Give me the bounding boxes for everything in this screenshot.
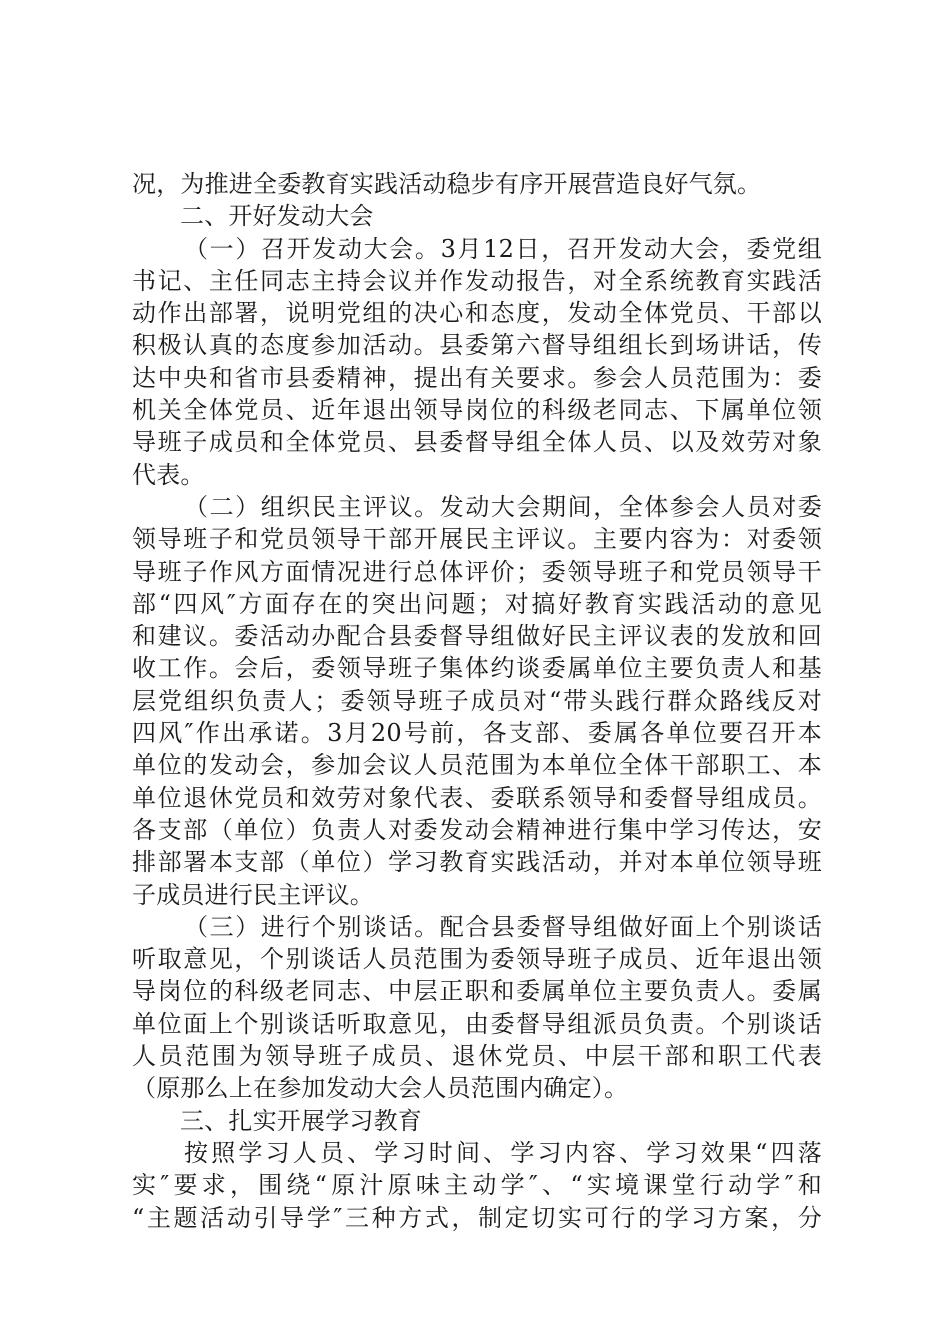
- section-heading: 二、开好发动大会: [180, 202, 374, 231]
- paragraph-start: 按照学习人员、学习时间、学习内容、学习效果“四落: [184, 1138, 822, 1167]
- text-line: 四风″作出承诺。3月20号前，各支部、委属各单位要召开本: [132, 719, 822, 748]
- paragraph-start: （二）组织民主评议。发动大会期间，全体参会人员对委: [184, 492, 822, 521]
- text-line: 实″要求，围绕“原汁原味主动学″、“实境课堂行动学″和: [132, 1171, 822, 1200]
- text-line: 领导班子和党员领导干部开展民主评议。主要内容为：对委领: [132, 525, 822, 554]
- document-page: [132, 168, 822, 1234]
- text-line: 听取意见，个别谈话人员范围为委领导班子成员、近年退出领: [132, 945, 822, 974]
- text-line: 机关全体党员、近年退出领导岗位的科级老同志、下属单位领: [132, 396, 822, 425]
- text-line: 积极认真的态度参加活动。县委第六督导组组长到场讲话，传: [132, 331, 822, 360]
- text-line: 书记、主任同志主持会议并作发动报告，对全系统教育实践活: [132, 266, 822, 295]
- text-line: 导班子成员和全体党员、县委督导组全体人员、以及效劳对象: [132, 428, 822, 457]
- text-line: 单位的发动会，参加会议人员范围为本单位全体干部职工、本: [132, 751, 822, 780]
- text-line: 导班子作风方面情况进行总体评价；委领导班子和党员领导干: [132, 557, 822, 586]
- text-line: 达中央和省市县委精神，提出有关要求。参会人员范围为：委: [132, 363, 822, 392]
- text-line: 层党组织负责人；委领导班子成员对“带头践行群众路线反对: [132, 686, 822, 715]
- section-heading: 三、扎实开展学习教育: [180, 1106, 422, 1135]
- text-line: 部“四风″方面存在的突出问题；对搞好教育实践活动的意见: [132, 589, 822, 618]
- text-line: 况，为推进全委教育实践活动稳步有序开展营造良好气氛。: [132, 170, 762, 198]
- text-line: “主题活动引导学″三种方式，制定切实可行的学习方案，分: [132, 1203, 822, 1232]
- paragraph-start: （三）进行个别谈话。配合县委督导组做好面上个别谈话: [184, 912, 822, 941]
- text-line: 单位面上个别谈话听取意见，由委督导组派员负责。个别谈话: [132, 1009, 822, 1038]
- text-line: 子成员进行民主评议。: [132, 880, 374, 909]
- text-line: 单位退休党员和效劳对象代表、委联系领导和委督导组成员。: [132, 783, 822, 812]
- text-line: 人员范围为领导班子成员、退休党员、中层干部和职工代表: [132, 1042, 822, 1071]
- text-line: 收工作。会后，委领导班子集体约谈委属单位主要负责人和基: [132, 654, 822, 683]
- text-line: 导岗位的科级老同志、中层正职和委属单位主要负责人。委属: [132, 977, 822, 1006]
- text-line: 和建议。委活动办配合县委督导组做好民主评议表的发放和回: [132, 622, 822, 651]
- text-line: （原那么上在参加发动大会人员范围内确定）。: [132, 1074, 629, 1103]
- paragraph-start: （一）召开发动大会。3月12日，召开发动大会，委党组: [184, 234, 822, 263]
- text-line: 代表。: [132, 460, 205, 489]
- text-line: 动作出部署，说明党组的决心和态度，发动全体党员、干部以: [132, 299, 822, 328]
- text-line: 排部署本支部（单位）学习教育实践活动，并对本单位领导班: [132, 848, 822, 877]
- text-line: 各支部（单位）负责人对委发动会精神进行集中学习传达，安: [132, 815, 822, 844]
